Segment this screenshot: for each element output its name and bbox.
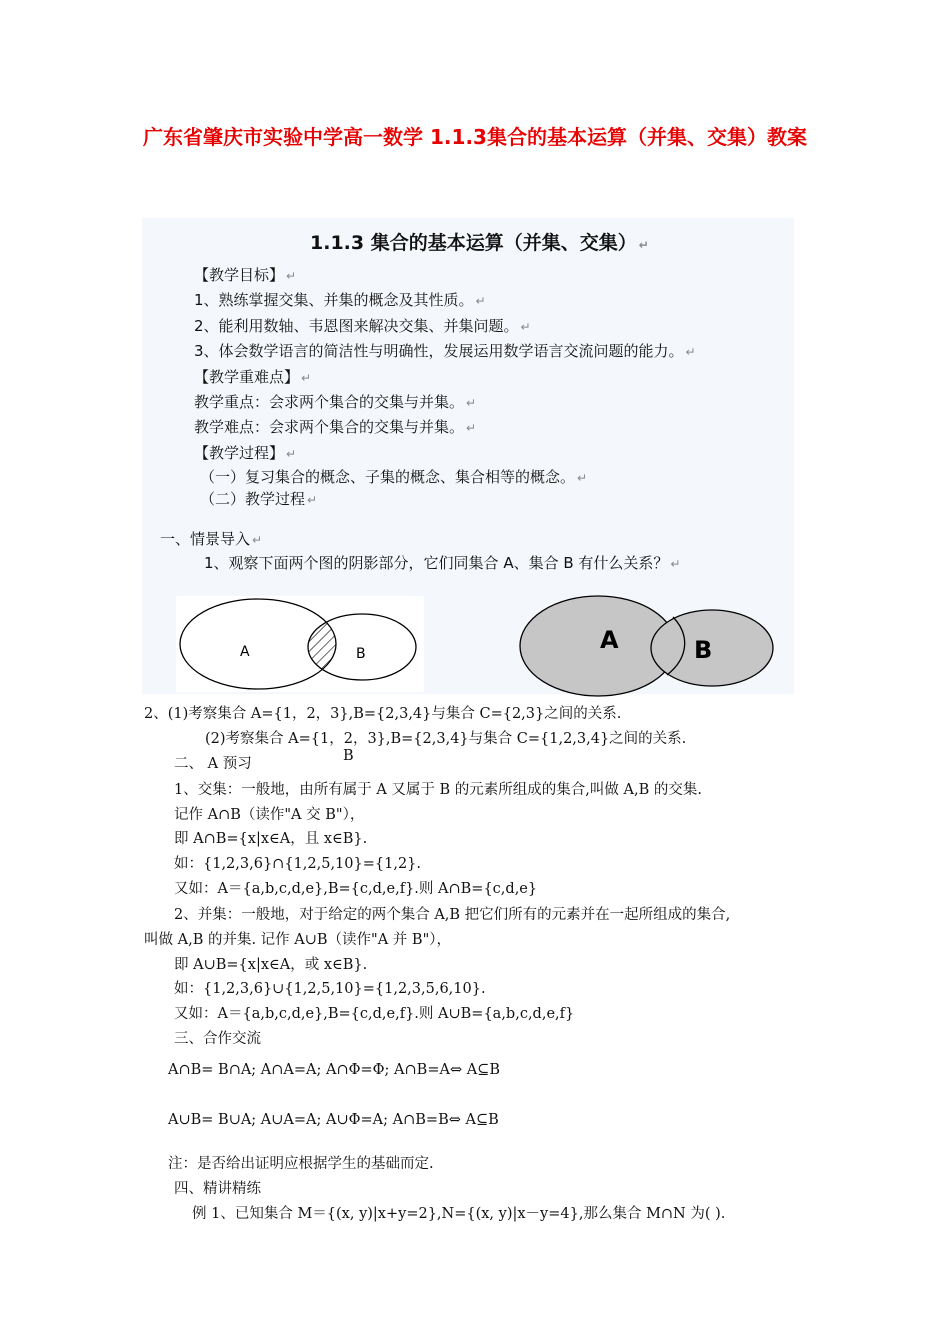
panel-line: 3、体会数学语言的简洁性与明确性，发展运用数学语言交流问题的能力。 ↵: [194, 342, 696, 360]
body-line: B: [343, 748, 354, 764]
body-line: 2、(1)考察集合 A={1，2，3},B={2,3,4}与集合 C={2,3}之间的关系.: [144, 706, 622, 722]
body-line: 二、 A 预习: [174, 756, 252, 772]
body-line: 即 A∩B={x|x∈A，且 x∈B}.: [174, 831, 368, 847]
return-mark-icon: ↵: [638, 238, 649, 252]
body-line: (2)考察集合 A={1，2，3},B={2,3,4}与集合 C={1,2,3,4}之间的关系.: [205, 731, 687, 747]
body-line: 又如：A＝{a,b,c,d,e},B={c,d,e,f}.则 A∩B={c,d,e}: [174, 881, 538, 897]
venn-diagram-intersection: [176, 596, 424, 692]
body-line: 又如：A＝{a,b,c,d,e},B={c,d,e,f}.则 A∪B={a,b,c,d,e,f}: [174, 1006, 575, 1022]
doc-title: 广东省肇庆市实验中学高一数学 1.1.3集合的基本运算（并集、交集）教案: [143, 125, 807, 149]
panel-heading: 1.1.3 集合的基本运算（并集、交集） ↵: [310, 232, 649, 254]
venn-label-b: B: [356, 646, 366, 662]
panel-line: 【教学重难点】 ↵: [194, 368, 312, 386]
venn-label-b: B: [694, 636, 713, 664]
panel-line: 教学难点：会求两个集合的交集与并集。 ↵: [194, 418, 477, 436]
body-line: 叫做 A,B 的并集. 记作 A∪B（读作"A 并 B"），: [144, 932, 451, 948]
venn-label-a: A: [240, 644, 250, 660]
panel-line: （二）教学过程 ↵: [200, 490, 318, 508]
body-line: 如：{1,2,3,6}∩{1,2,5,10}={1,2}.: [174, 856, 422, 872]
panel-line: 1、熟练掌握交集、并集的概念及其性质。 ↵: [194, 291, 486, 309]
body-line: 2、并集：一般地，对于给定的两个集合 A,B 把它们所有的元素并在一起所组成的集合,: [174, 907, 731, 923]
panel-line: 一、情景导入 ↵: [160, 530, 263, 548]
body-line: 1、交集：一般地，由所有属于 A 又属于 B 的元素所组成的集合,叫做 A,B 的交集.: [174, 782, 702, 798]
body-line: 注：是否给出证明应根据学生的基础而定.: [168, 1156, 434, 1172]
panel-line: 【教学过程】 ↵: [194, 444, 297, 462]
formula-line: A∪B= B∪A; A∪A=A; A∪Φ=A; A∩B=B⇔ A⊆B: [168, 1112, 499, 1128]
panel-line: 2、能利用数轴、韦恩图来解决交集、并集问题。 ↵: [194, 317, 531, 335]
body-line: 即 A∪B={x|x∈A，或 x∈B}.: [174, 957, 368, 973]
embedded-image-panel: [142, 218, 794, 694]
venn-diagram-union: [516, 592, 782, 704]
panel-line: 1、观察下面两个图的阴影部分，它们同集合 A、集合 B 有什么关系？ ↵: [204, 554, 681, 572]
body-line: 记作 A∩B（读作"A 交 B"），: [174, 807, 365, 823]
body-line: 如：{1,2,3,6}∪{1,2,5,10}={1,2,3,5,6,10}.: [174, 981, 486, 997]
panel-line: 【教学目标】 ↵: [194, 266, 297, 284]
example-line: 例 1、已知集合 M＝{(x, y)|x+y=2},N={(x, y)|x－y=4},那么集合 M∩N 为( ).: [192, 1206, 726, 1222]
venn-label-a: A: [600, 626, 619, 654]
formula-line: A∩B= B∩A; A∩A=A; A∩Φ=Φ; A∩B=A⇔ A⊆B: [168, 1062, 500, 1078]
section-heading: 三、合作交流: [174, 1031, 261, 1047]
section-heading: 四、精讲精练: [174, 1181, 261, 1197]
panel-line: 教学重点：会求两个集合的交集与并集。 ↵: [194, 393, 477, 411]
panel-line: （一）复习集合的概念、子集的概念、集合相等的概念。 ↵: [200, 468, 588, 486]
